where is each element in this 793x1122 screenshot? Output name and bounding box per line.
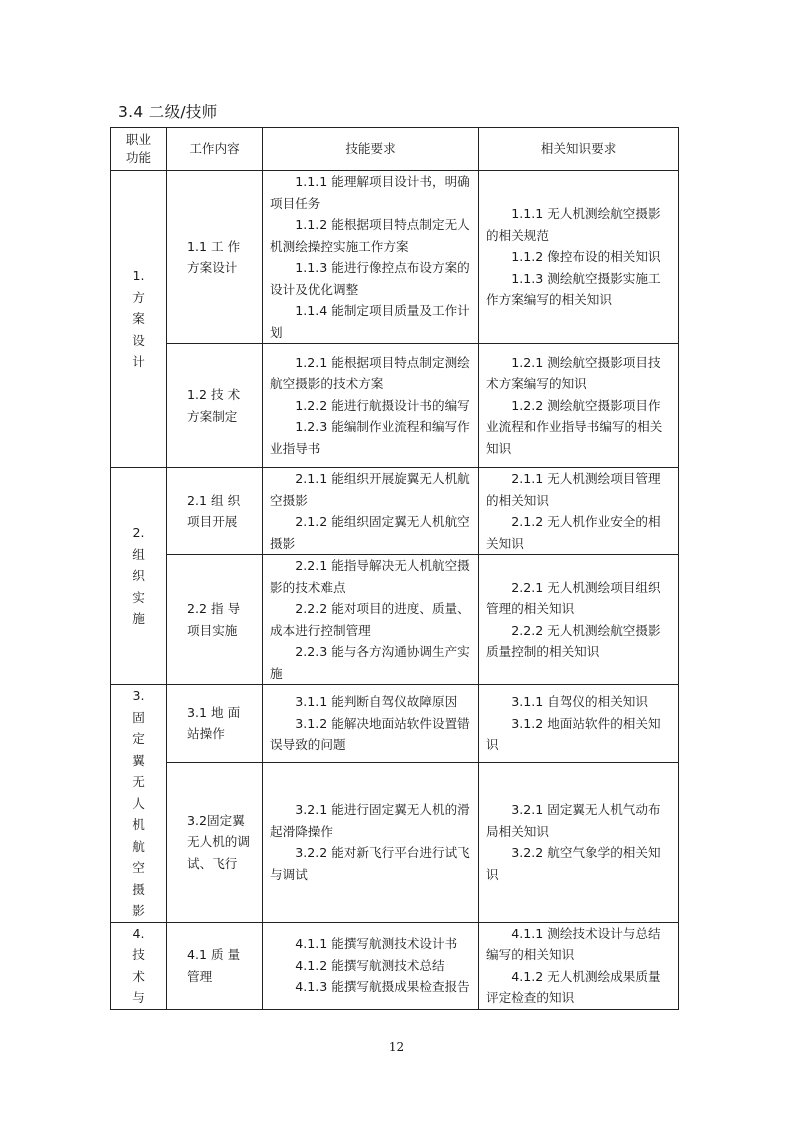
work-content-cell: [167, 555, 263, 685]
skill-requirements-cell: [263, 468, 479, 555]
work-content-line: 方案制定: [187, 408, 238, 424]
table-row: [111, 344, 679, 468]
knowledge-item: 3.2.1 固定翼无人机气动布局相关知识: [486, 802, 661, 839]
skill-requirements-cell: [263, 171, 479, 344]
function-cell: [111, 468, 167, 685]
knowledge-item: 1.1.2 像控布设的相关知识: [511, 249, 661, 265]
function-label-line: 计: [132, 354, 145, 370]
skill-item: 4.1.2 能撰写航测技术总结: [295, 957, 445, 973]
knowledge-requirements-cell: [479, 468, 679, 555]
table-row: [111, 171, 679, 344]
work-content-line: 站操作: [187, 726, 225, 742]
work-content-line: 试、飞行: [187, 855, 238, 871]
function-label-line: 组: [132, 546, 145, 562]
knowledge-requirements-cell: [479, 922, 679, 1009]
skill-item: 2.1.1 能组织开展旋翼无人机航空摄影: [270, 471, 470, 508]
knowledge-item: 4.1.2 无人机测绘成果质量评定检查的知识: [486, 968, 661, 1005]
table-row: [111, 555, 679, 685]
work-content-line: 无人机的调: [187, 834, 250, 850]
header-function-line: 职业: [125, 132, 152, 147]
knowledge-item: 4.1.1 测绘技术设计与总结编写的相关知识: [486, 925, 661, 962]
function-label-line: 固: [132, 709, 145, 725]
skill-item: 4.1.1 能撰写航测技术设计书: [295, 936, 458, 952]
function-label-line: 案: [132, 311, 145, 327]
function-label-line: 4.: [132, 925, 145, 941]
knowledge-item: 2.2.1 无人机测绘项目组织管理的相关知识: [486, 579, 661, 616]
knowledge-requirements-cell: [479, 555, 679, 685]
skill-requirements-cell: [263, 344, 479, 468]
function-label-line: 3.: [132, 688, 145, 703]
function-label-line: 翼: [132, 752, 145, 768]
skill-item: 2.2.2 能对项目的进度、质量、成本进行控制管理: [270, 601, 470, 638]
function-label-line: 设: [132, 332, 145, 348]
function-label-line: 1.: [132, 268, 145, 284]
skill-requirements-cell: [263, 555, 479, 685]
skill-item: 1.1.1 能理解项目设计书，明确项目任务: [270, 174, 470, 211]
header-function-line: 功能: [125, 150, 152, 165]
knowledge-requirements-cell: [479, 171, 679, 344]
knowledge-item: 2.1.1 无人机测绘项目管理的相关知识: [486, 471, 661, 508]
skill-item: 1.1.4 能制定项目质量及工作计划: [270, 303, 470, 340]
work-content-line: 1.2 技 术: [187, 387, 241, 402]
function-label-line: 航: [132, 838, 145, 854]
header-function: [111, 128, 167, 171]
skill-item: 1.2.1 能根据项目特点制定测绘航空摄影的技术方案: [270, 354, 470, 392]
skill-requirements-cell: [263, 762, 479, 922]
function-label-line: 机: [132, 817, 145, 832]
work-content-cell: [167, 762, 263, 922]
skill-item: 3.1.2 能解决地面站软件设置错误导致的问题: [270, 715, 470, 753]
function-label-line: 实: [132, 589, 145, 605]
work-content-line: 2.2 指 导: [187, 601, 241, 616]
knowledge-item: 2.1.2 无人机作业安全的相关知识: [486, 514, 661, 551]
function-cell: [111, 685, 167, 923]
work-content-cell: [167, 171, 263, 344]
table-row: [111, 762, 679, 922]
skills-table: [110, 127, 679, 1010]
knowledge-requirements-cell: [479, 685, 679, 763]
function-label-line: 技: [132, 947, 145, 962]
knowledge-item: 1.1.1 无人机测绘航空摄影的相关规范: [486, 206, 661, 243]
work-content-line: 3.2固定翼: [187, 812, 245, 828]
function-label-line: 2.: [132, 525, 145, 541]
work-content-line: 项目实施: [187, 622, 238, 638]
function-label-line: 影: [132, 903, 145, 918]
work-content-line: 1.1 工 作: [187, 238, 241, 254]
work-content-line: 4.1 质 量: [187, 947, 241, 962]
function-label-line: 织: [132, 568, 145, 584]
function-label-line: 无: [132, 774, 145, 789]
skill-item: 3.2.1 能进行固定翼无人机的滑起滑降操作: [270, 802, 470, 839]
function-label-line: 摄: [132, 881, 145, 897]
function-label-line: 术: [132, 968, 145, 984]
skill-item: 4.1.3 能撰写航摄成果检查报告: [295, 979, 470, 995]
function-label-line: 施: [132, 611, 145, 627]
function-label-line: 与: [132, 990, 145, 1005]
function-cell: [111, 922, 167, 1009]
knowledge-item: 2.2.2 无人机测绘航空摄影质量控制的相关知识: [486, 622, 661, 659]
knowledge-item: 1.2.2 测绘航空摄影项目作业流程和作业指导书编写的相关知识: [486, 397, 663, 456]
table-row: [111, 685, 679, 763]
skill-requirements-cell: [263, 685, 479, 763]
function-label-line: 定: [132, 731, 145, 746]
skill-item: 2.2.1 能指导解决无人机航空摄影的技术难点: [270, 558, 470, 595]
knowledge-requirements-cell: [479, 762, 679, 922]
skill-item: 1.2.3 能编制作业流程和编写作业指导书: [270, 419, 470, 456]
knowledge-item: 1.1.3 测绘航空摄影实施工作方案编写的相关知识: [486, 270, 661, 308]
section-title: 3.4 二级/技师: [118, 103, 218, 121]
skill-item: 1.1.2 能根据项目特点制定无人机测绘操控实施工作方案: [270, 217, 470, 254]
skill-requirements-cell: [263, 922, 479, 1009]
skill-item: 2.1.2 能组织固定翼无人机航空摄影: [270, 514, 470, 551]
function-label-line: 方: [132, 289, 145, 305]
work-content-line: 项目开展: [187, 514, 238, 529]
header-skill-requirements: 技能要求: [263, 128, 479, 171]
table-row: [111, 468, 679, 555]
function-label-line: 空: [132, 860, 145, 875]
table-body: [111, 171, 679, 1010]
knowledge-item: 3.1.1 自驾仪的相关知识: [511, 694, 648, 710]
work-content-cell: [167, 685, 263, 763]
knowledge-item: 3.2.2 航空气象学的相关知识: [486, 845, 661, 882]
work-content-line: 方案设计: [187, 260, 238, 275]
skill-item: 1.1.3 能进行像控点布设方案的设计及优化调整: [270, 260, 470, 297]
knowledge-item: 1.2.1 测绘航空摄影项目技术方案编写的知识: [486, 354, 661, 392]
work-content-cell: [167, 344, 263, 468]
function-label-line: 人: [132, 795, 145, 811]
header-knowledge-requirements: 相关知识要求: [479, 128, 679, 171]
work-content-line: 3.1 地 面: [187, 704, 241, 720]
knowledge-requirements-cell: [479, 344, 679, 468]
work-content-cell: [167, 468, 263, 555]
skill-item: 3.2.2 能对新飞行平台进行试飞与调试: [270, 845, 470, 882]
work-content-cell: [167, 922, 263, 1009]
page-number: 12: [388, 1040, 405, 1054]
table-row: [111, 922, 679, 1009]
skill-item: 2.2.3 能与各方沟通协调生产实施: [270, 644, 470, 681]
table-header-row: [111, 128, 679, 171]
skill-item: 3.1.1 能判断自驾仪故障原因: [295, 694, 458, 710]
work-content-line: 2.1 组 织: [187, 492, 241, 508]
work-content-line: 管理: [187, 968, 213, 984]
knowledge-item: 3.1.2 地面站软件的相关知识: [486, 715, 661, 753]
header-work-content: 工作内容: [167, 128, 263, 171]
function-cell: [111, 171, 167, 468]
skill-item: 1.2.2 能进行航摄设计书的编写: [295, 397, 470, 413]
